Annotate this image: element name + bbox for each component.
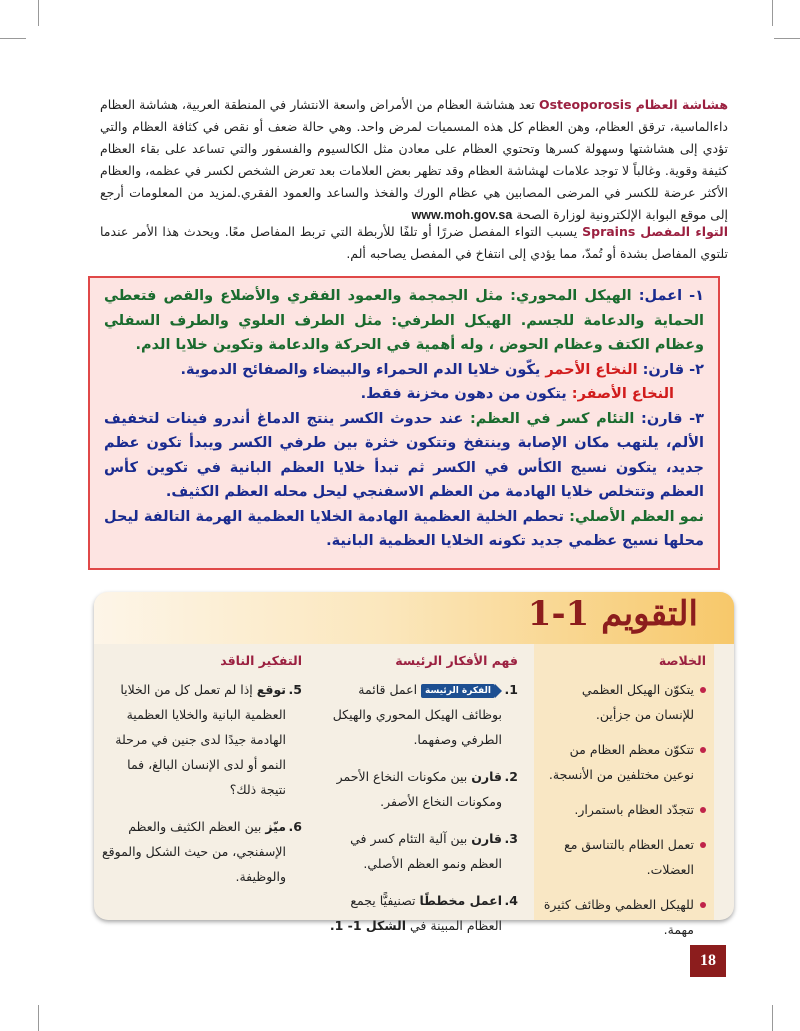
- answer-4-text: تحطم الخلية العظمية الهادمة الخلايا العظمية الهرمة التالفة ليحل محلها نسيج عظمي جديد تكونه الخلايا العظمية البانية.: [104, 508, 704, 549]
- answer-2b: [104, 382, 704, 407]
- answer-1-axial-text: مثل الجمجمة والعمود الفقري والأضلاع والقص فتعطي الحماية والدعامة للجسم.: [104, 288, 704, 329]
- summary-item: تتجدّد العظام باستمرار.: [542, 797, 706, 822]
- question-5-number: 5.: [288, 682, 302, 697]
- answer-3: [104, 407, 704, 505]
- critical-thinking-column: [102, 648, 302, 901]
- answers-box: [88, 276, 720, 570]
- summary-item: تتكوّن معظم العظام من نوعين مختلفين من الأنسجة.: [542, 737, 706, 787]
- main-ideas-column: [322, 648, 518, 950]
- answer-1-appendicular-label: الهيكل الطرفي:: [382, 312, 512, 329]
- answer-3-label: التئام كسر في العظم:: [463, 410, 635, 427]
- crop-mark: [0, 38, 26, 39]
- sprains-term: التواء المفصل: [640, 224, 728, 239]
- answer-3-text: عند حدوث الكسر ينتج الدماغ أندرو فينات لتخفيف الألم، يلتهب مكان الإصابة وينتفخ وتتكون خثرة بين طرفي الكسر ويبدأ تكون عظم جديد، يتكون نسيج الكأس في الكسر ثم تبدأ خلايا العظم البانية في تكوين كأس العظم وتتخلص خلايا الهادمة من العظم الاسفنجي ليحل محله العظم الكثيف.: [104, 410, 704, 500]
- question-2-number: 2.: [504, 769, 518, 784]
- bullet-icon: [700, 842, 706, 848]
- bullet-icon: [700, 747, 706, 753]
- summary-heading: الخلاصة: [658, 653, 706, 668]
- question-4: 4. اعمل مخططًا تصنيفيًّا يجمع العظام المبينة في الشكل 1- 1.: [322, 888, 518, 938]
- evaluation-title: التقويم 1-1: [527, 594, 698, 634]
- question-1: 1. الفكرة الرئيسة اعمل قائمة بوظائف الهيكل المحوري والهيكل الطرفي وصفهما.: [322, 677, 518, 752]
- main-idea-tag: الفكرة الرئيسة: [421, 684, 502, 698]
- sprains-paragraph: [100, 221, 728, 265]
- osteoporosis-term: هشاشة العظام: [635, 97, 729, 112]
- question-1-number: 1.: [504, 682, 518, 697]
- crop-mark: [772, 0, 773, 26]
- question-3-number: 3.: [504, 831, 518, 846]
- summary-item: تعمل العظام بالتناسق مع العضلات.: [542, 832, 706, 882]
- tag-arrow-icon: [495, 684, 502, 698]
- bullet-icon: [700, 902, 706, 908]
- question-6-number: 6.: [288, 819, 302, 834]
- question-2: 2. قارن بين مكونات النخاع الأحمر ومكونات النخاع الأصفر.: [322, 764, 518, 814]
- moh-url-link[interactable]: www.moh.gov.sa: [411, 208, 513, 222]
- question-3: 3. قارن بين آلية التئام كسر في العظم ونمو العظم الأصلي.: [322, 826, 518, 876]
- bullet-icon: [700, 807, 706, 813]
- page-number: 18: [690, 945, 726, 977]
- sprains-text: يسبب التواء المفصل ضررًا أو تلفًا للأربطة التي تربط المفاصل معًا. ويحدث هذا الأمر عندما تلتوي المفاصل بشدة أو تُمدّ، مما يؤدي إلى انتفاخ في المفصل يصاحبه ألم.: [100, 224, 728, 261]
- answer-1-number: ١- اعمل:: [631, 288, 704, 304]
- question-4-number: 4.: [504, 893, 518, 908]
- answer-2-yellow-label: النخاع الأصفر:: [566, 386, 674, 402]
- summary-column: [534, 644, 714, 937]
- question-5: 5. توقع إذا لم تعمل كل من الخلايا العظمية البانية والخلايا العظمية الهادمة جيدًا لدى جنين في مرحلة النمو أو لدى الإنسان البالغ، فما نتيجة ذلك؟: [102, 677, 302, 802]
- answer-2-yellow-text: يتكون من دهون مخزنة فقط.: [360, 386, 567, 402]
- sprains-term-en: Sprains: [582, 224, 636, 239]
- answer-2-number: ٢- قارن:: [637, 361, 704, 378]
- answer-3-number: ٣- قارن:: [634, 410, 704, 427]
- summary-item: يتكوّن الهيكل العظمي للإنسان من جزأين.: [542, 677, 706, 727]
- answer-2: [104, 358, 704, 383]
- question-6: 6. ميّز بين العظم الكثيف والعظم الإسفنجي، من حيث الشكل والموقع والوظيفة.: [102, 814, 302, 889]
- answer-1-appendicular-text: مثل الطرف العلوي والطرف السفلي وعظام الكتف وعظام الحوض ، وله أهمية في الحركة والدعامة وتكوين خلايا الدم.: [104, 312, 704, 353]
- answer-1-axial-label: الهيكل المحوري:: [503, 288, 632, 304]
- crop-mark: [38, 1005, 39, 1031]
- answer-4-label: نمو العظم الأصلي:: [563, 508, 704, 525]
- figure-reference-link[interactable]: الشكل 1- 1.: [329, 918, 407, 933]
- osteoporosis-paragraph: [100, 94, 728, 226]
- osteoporosis-term-en: Osteoporosis: [538, 97, 632, 112]
- crop-mark: [38, 0, 39, 26]
- main-ideas-heading: فهم الأفكار الرئيسة: [395, 653, 518, 668]
- answer-2-red-label: النخاع الأحمر: [540, 361, 638, 378]
- answer-2-red-text: يكّون خلايا الدم الحمراء والبيضاء والصفائح الدموية.: [180, 361, 541, 378]
- osteoporosis-text: تعد هشاشة العظام من الأمراض واسعة الانتشار في المنطقة العربية، هشاشة العظام داءالماسية، ترقق العظام، وهن العظام كل هذه المسميات لمرض واحد. وهي حالة ضعف أو نقص في كثافة العظام والتي تؤدي إلى هشاشتها وسهولة كسرها وتحتوي العظام على معادن مثل الكالسيوم والفسفور والتي تساعد على بقاء العظام كثيفة وقوية. وغالباً لا توجد علامات لهشاشة العظام وقد تظهر بعض العلامات بعد تعرض الشخص لكسر في عظمه، والعظام الأكثر عرضة للكسر في المرضى المصابين هي عظام الورك والفخذ والساعد والعمود الفقري.لمزيد من المعلومات أرجع إلى موقع البوابة الإلكترونية لوزارة الصحة: [99, 97, 728, 222]
- answer-4: [104, 505, 704, 554]
- evaluation-panel: [94, 592, 734, 937]
- crop-mark: [774, 38, 800, 39]
- critical-thinking-heading: التفكير الناقد: [220, 653, 302, 668]
- summary-item: للهيكل العظمي وظائف كثيرة مهمة.: [542, 892, 706, 942]
- answer-1: [104, 284, 704, 358]
- bullet-icon: [700, 687, 706, 693]
- summary-list: [542, 677, 706, 942]
- crop-mark: [772, 1005, 773, 1031]
